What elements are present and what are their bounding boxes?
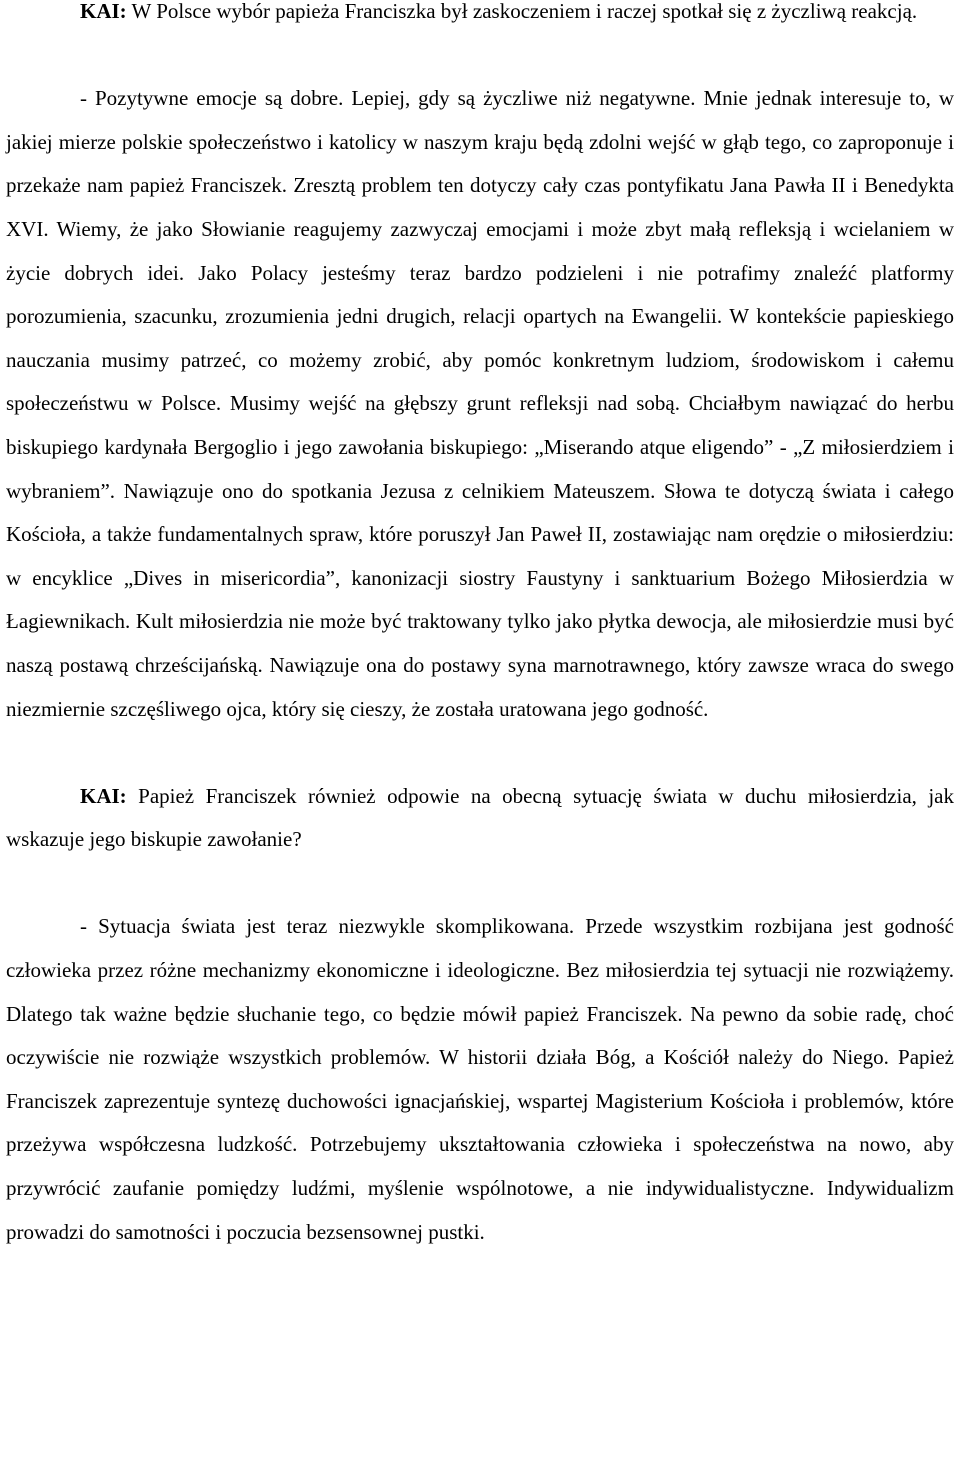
- question-2: [6, 775, 954, 862]
- paragraph-gap: [6, 34, 954, 78]
- question-1: [6, 0, 954, 34]
- speaker-label: KAI:: [80, 0, 127, 23]
- question-text: Papież Franciszek również odpowie na obecną sytuację świata w duchu miłosierdzia, jak wskazuje jego biskupie zawołanie?: [6, 783, 955, 852]
- paragraph-gap: [6, 731, 954, 775]
- question-text: W Polsce wybór papieża Franciszka był zaskoczeniem i raczej spotkał się z życzliwą reakcją.: [131, 0, 918, 23]
- paragraph-gap: [6, 862, 954, 906]
- answer-2: - Sytuacja świata jest teraz niezwykle skomplikowana. Przede wszystkim rozbijana jest godność człowieka przez różne mechanizmy ekonomiczne i ideologiczne. Bez miłosierdzia tej sytuacji nie rozwiążemy. Dlatego tak ważne będzie słuchanie tego, co będzie mówił papież Franciszek. Na pewno da sobie radę, choć oczywiście nie rozwiąże wszystkich problemów. W historii działa Bóg, a Kościół należy do Niego. Papież Franciszek zaprezentuje syntezę duchowości ignacjańskiej, wspartej Magisterium Kościoła i problemów, które przeżywa współczesna ludzkość. Potrzebujemy ukształtowania człowieka i społeczeństwa na nowo, aby przywrócić zaufanie pomiędzy ludźmi, myślenie wspólnotowe, a nie indywidualistyczne. Indywidualizm prowadzi do samotności i poczucia bezsensownej pustki.: [6, 914, 954, 1244]
- speaker-label: KAI:: [80, 783, 127, 808]
- answer-1: - Pozytywne emocje są dobre. Lepiej, gdy są życzliwe niż negatywne. Mnie jednak interesuje to, w jakiej mierze polskie społeczeństwo i katolicy w naszym kraju będą zdolni wejść w głąb tego, co zaproponuje i przekaże nam papież Franciszek. Zresztą problem ten dotyczy cały czas pontyfikatu Jana Pawła II i Benedykta XVI. Wiemy, że jako Słowianie reagujemy zazwyczaj emocjami i może zbyt małą refleksją i wcielaniem w życie dobrych idei. Jako Polacy jesteśmy teraz bardzo podzieleni i nie potrafimy znaleźć platformy porozumienia, szacunku, zrozumienia jedni drugich, relacji opartych na Ewangelii. W kontekście papieskiego nauczania musimy patrzeć, co możemy zrobić, aby pomóc konkretnym ludziom, środowiskom i całemu społeczeństwu w Polsce. Musimy wejść na głębszy grunt refleksji nad sobą. Chciałbym nawiązać do herbu biskupiego kardynała Bergoglio i jego zawołania biskupiego: „Miserando atque eligendo” - „Z miłosierdziem i wybraniem”. Nawiązuje ono do spotkania Jezusa z celnikiem Mateuszem. Słowa te dotyczą świata i całego Kościoła, a także fundamentalnych spraw, które poruszył Jan Paweł II, zostawiając nam orędzie o miłosierdziu: w encyklice „Dives in misericordia”, kanonizacji siostry Faustyny i sanktuarium Bożego Miłosierdzia w Łagiewnikach. Kult miłosierdzia nie może być traktowany tylko jako płytka dewocja, ale miłosierdzie musi być naszą postawą chrześcijańską. Nawiązuje ona do postawy syna marnotrawnego, który zawsze wraca do swego niezmiernie szczęśliwego ojca, który się cieszy, że została uratowana jego godność.: [6, 86, 954, 721]
